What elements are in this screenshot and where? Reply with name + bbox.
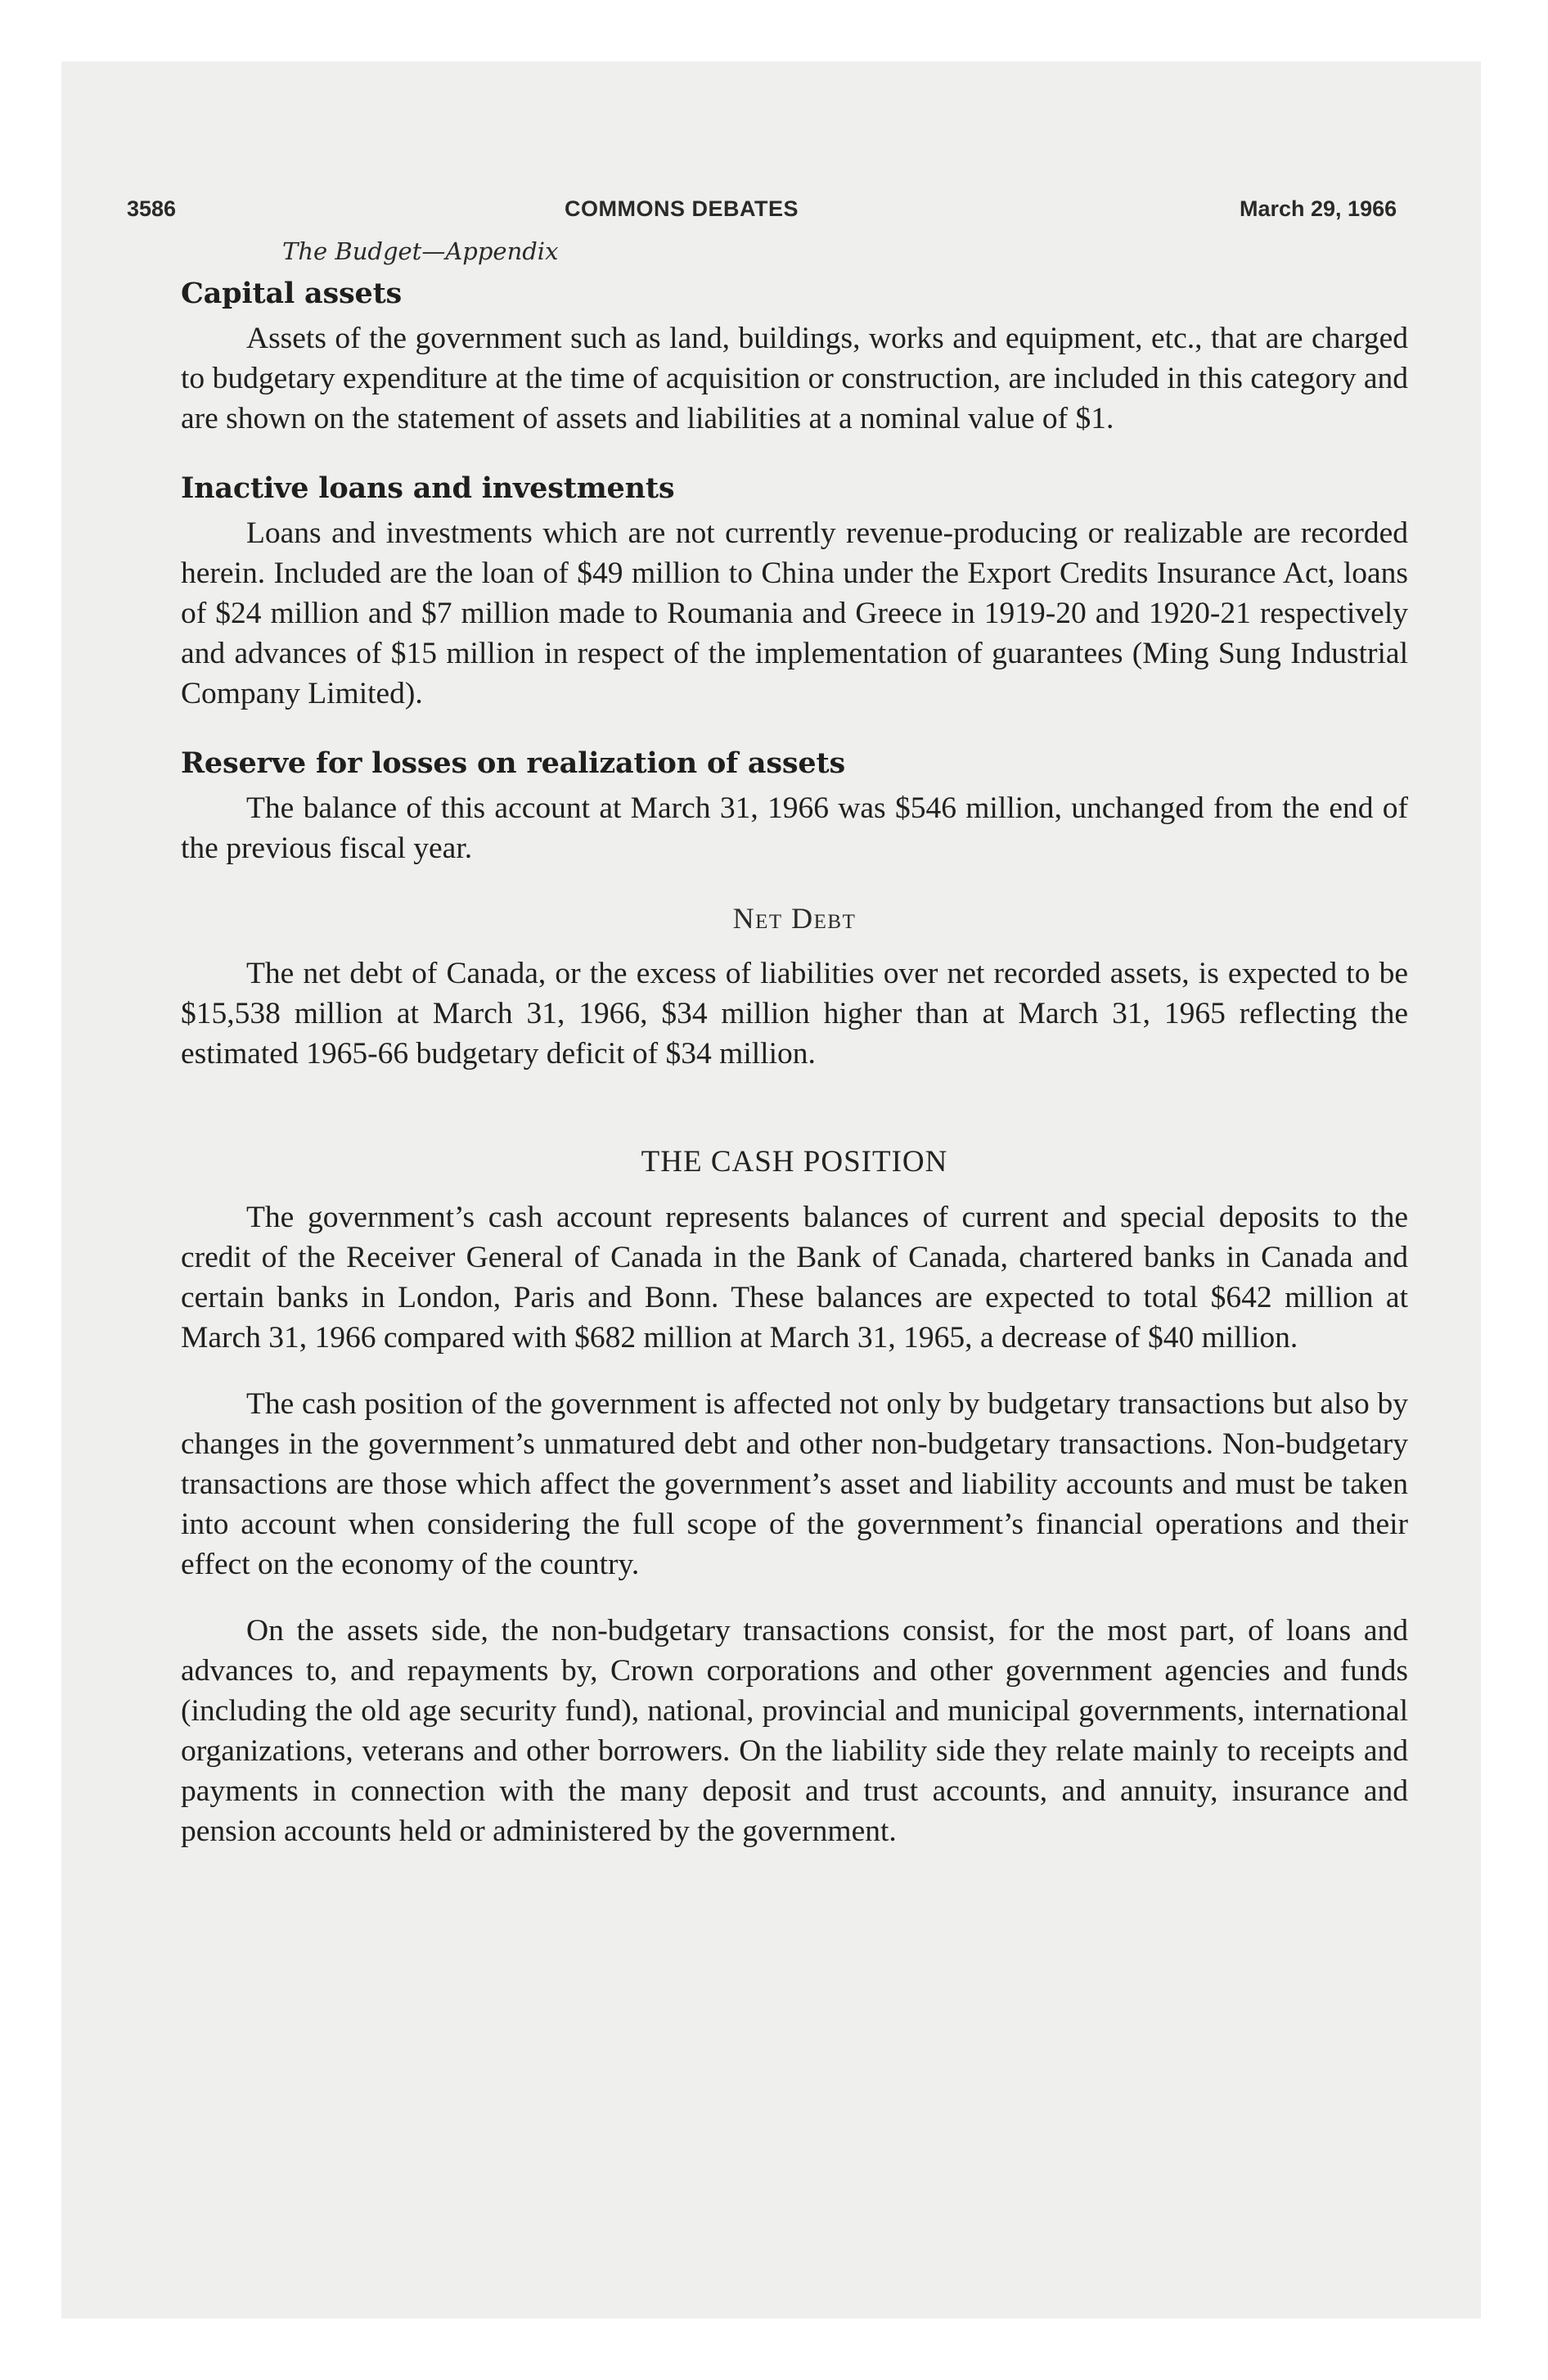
journal-title: COMMONS DEBATES	[565, 196, 799, 221]
section-capital-assets	[181, 277, 1408, 439]
page-number: 3586	[127, 196, 177, 221]
cash-position-paragraph: The government’s cash account represents balances of current and special deposits to the credit of the Receiver General of Canada in the Bank of Canada, chartered banks in Canada and certain banks in London, Paris and Bonn. These balances are expected to total $642 million at March 31, 1966 compared with $682 million at March 31, 1965, a decrease of $40 million.	[181, 1201, 1408, 1355]
net-debt-title: Net Debt	[732, 902, 857, 935]
net-debt-paragraph: The net debt of Canada, or the excess of liabilities over net recorded assets, is expected to be $15,538 million at March 31, 1966, $34 million higher than at March 31, 1965 reflecting the estimated 1965-66 budgetary deficit of $34 million.	[181, 957, 1408, 1071]
cash-position-paragraph: The cash position of the government is affected not only by budgetary transactions but also by changes in the government’s unmatured debt and other non-budgetary transactions. Non-budgetary transactions are those which affect the government’s asset and liability accounts and must be taken into account when considering the full scope of the government’s financial operations and their effect on the economy of the country.	[181, 1387, 1408, 1581]
section-reserve-for-losses	[181, 746, 1408, 868]
section-paragraph: Loans and investments which are not currently revenue-producing or realizable are recorded herein. Included are the loan of $49 million to China under the Export Credits Insurance Act, loans of $24 million and $7 million made to Roumania and Greece in 1919-20 and 1920-21 respectively and advances of $15 million in respect of the implementation of guarantees (Ming Sung Industrial Company Limited).	[181, 516, 1408, 710]
section-heading: Reserve for losses on realization of assets	[181, 746, 845, 780]
issue-date: March 29, 1966	[1240, 196, 1397, 221]
section-heading: Inactive loans and investments	[181, 471, 675, 505]
section-heading: Capital assets	[181, 277, 403, 310]
document-page	[127, 196, 1408, 1851]
section-paragraph: Assets of the government such as land, buildings, works and equipment, etc., that are charged to budgetary expenditure at the time of acquisition or construction, are included in this category and are shown on the statement of assets and liabilities at a nominal value of $1.	[181, 322, 1408, 435]
section-paragraph: The balance of this account at March 31, 1966 was $546 million, unchanged from the end of the previous fiscal year.	[181, 791, 1408, 865]
section-kicker: The Budget—Appendix	[282, 237, 559, 265]
section-inactive-loans	[181, 471, 1408, 714]
cash-position-title: THE CASH POSITION	[641, 1145, 948, 1179]
running-header	[127, 196, 1408, 232]
cash-position-paragraph: On the assets side, the non-budgetary transactions consist, for the most part, of loans and advances to, and repayments by, Crown corporations and other government agencies and funds (including the old age security fund), national, provincial and municipal governments, international organizations, veterans and other borrowers. On the liability side they relate mainly to receipts and payments in connection with the many deposit and trust accounts, and annuity, insurance and pension accounts held or administered by the government.	[181, 1614, 1408, 1848]
